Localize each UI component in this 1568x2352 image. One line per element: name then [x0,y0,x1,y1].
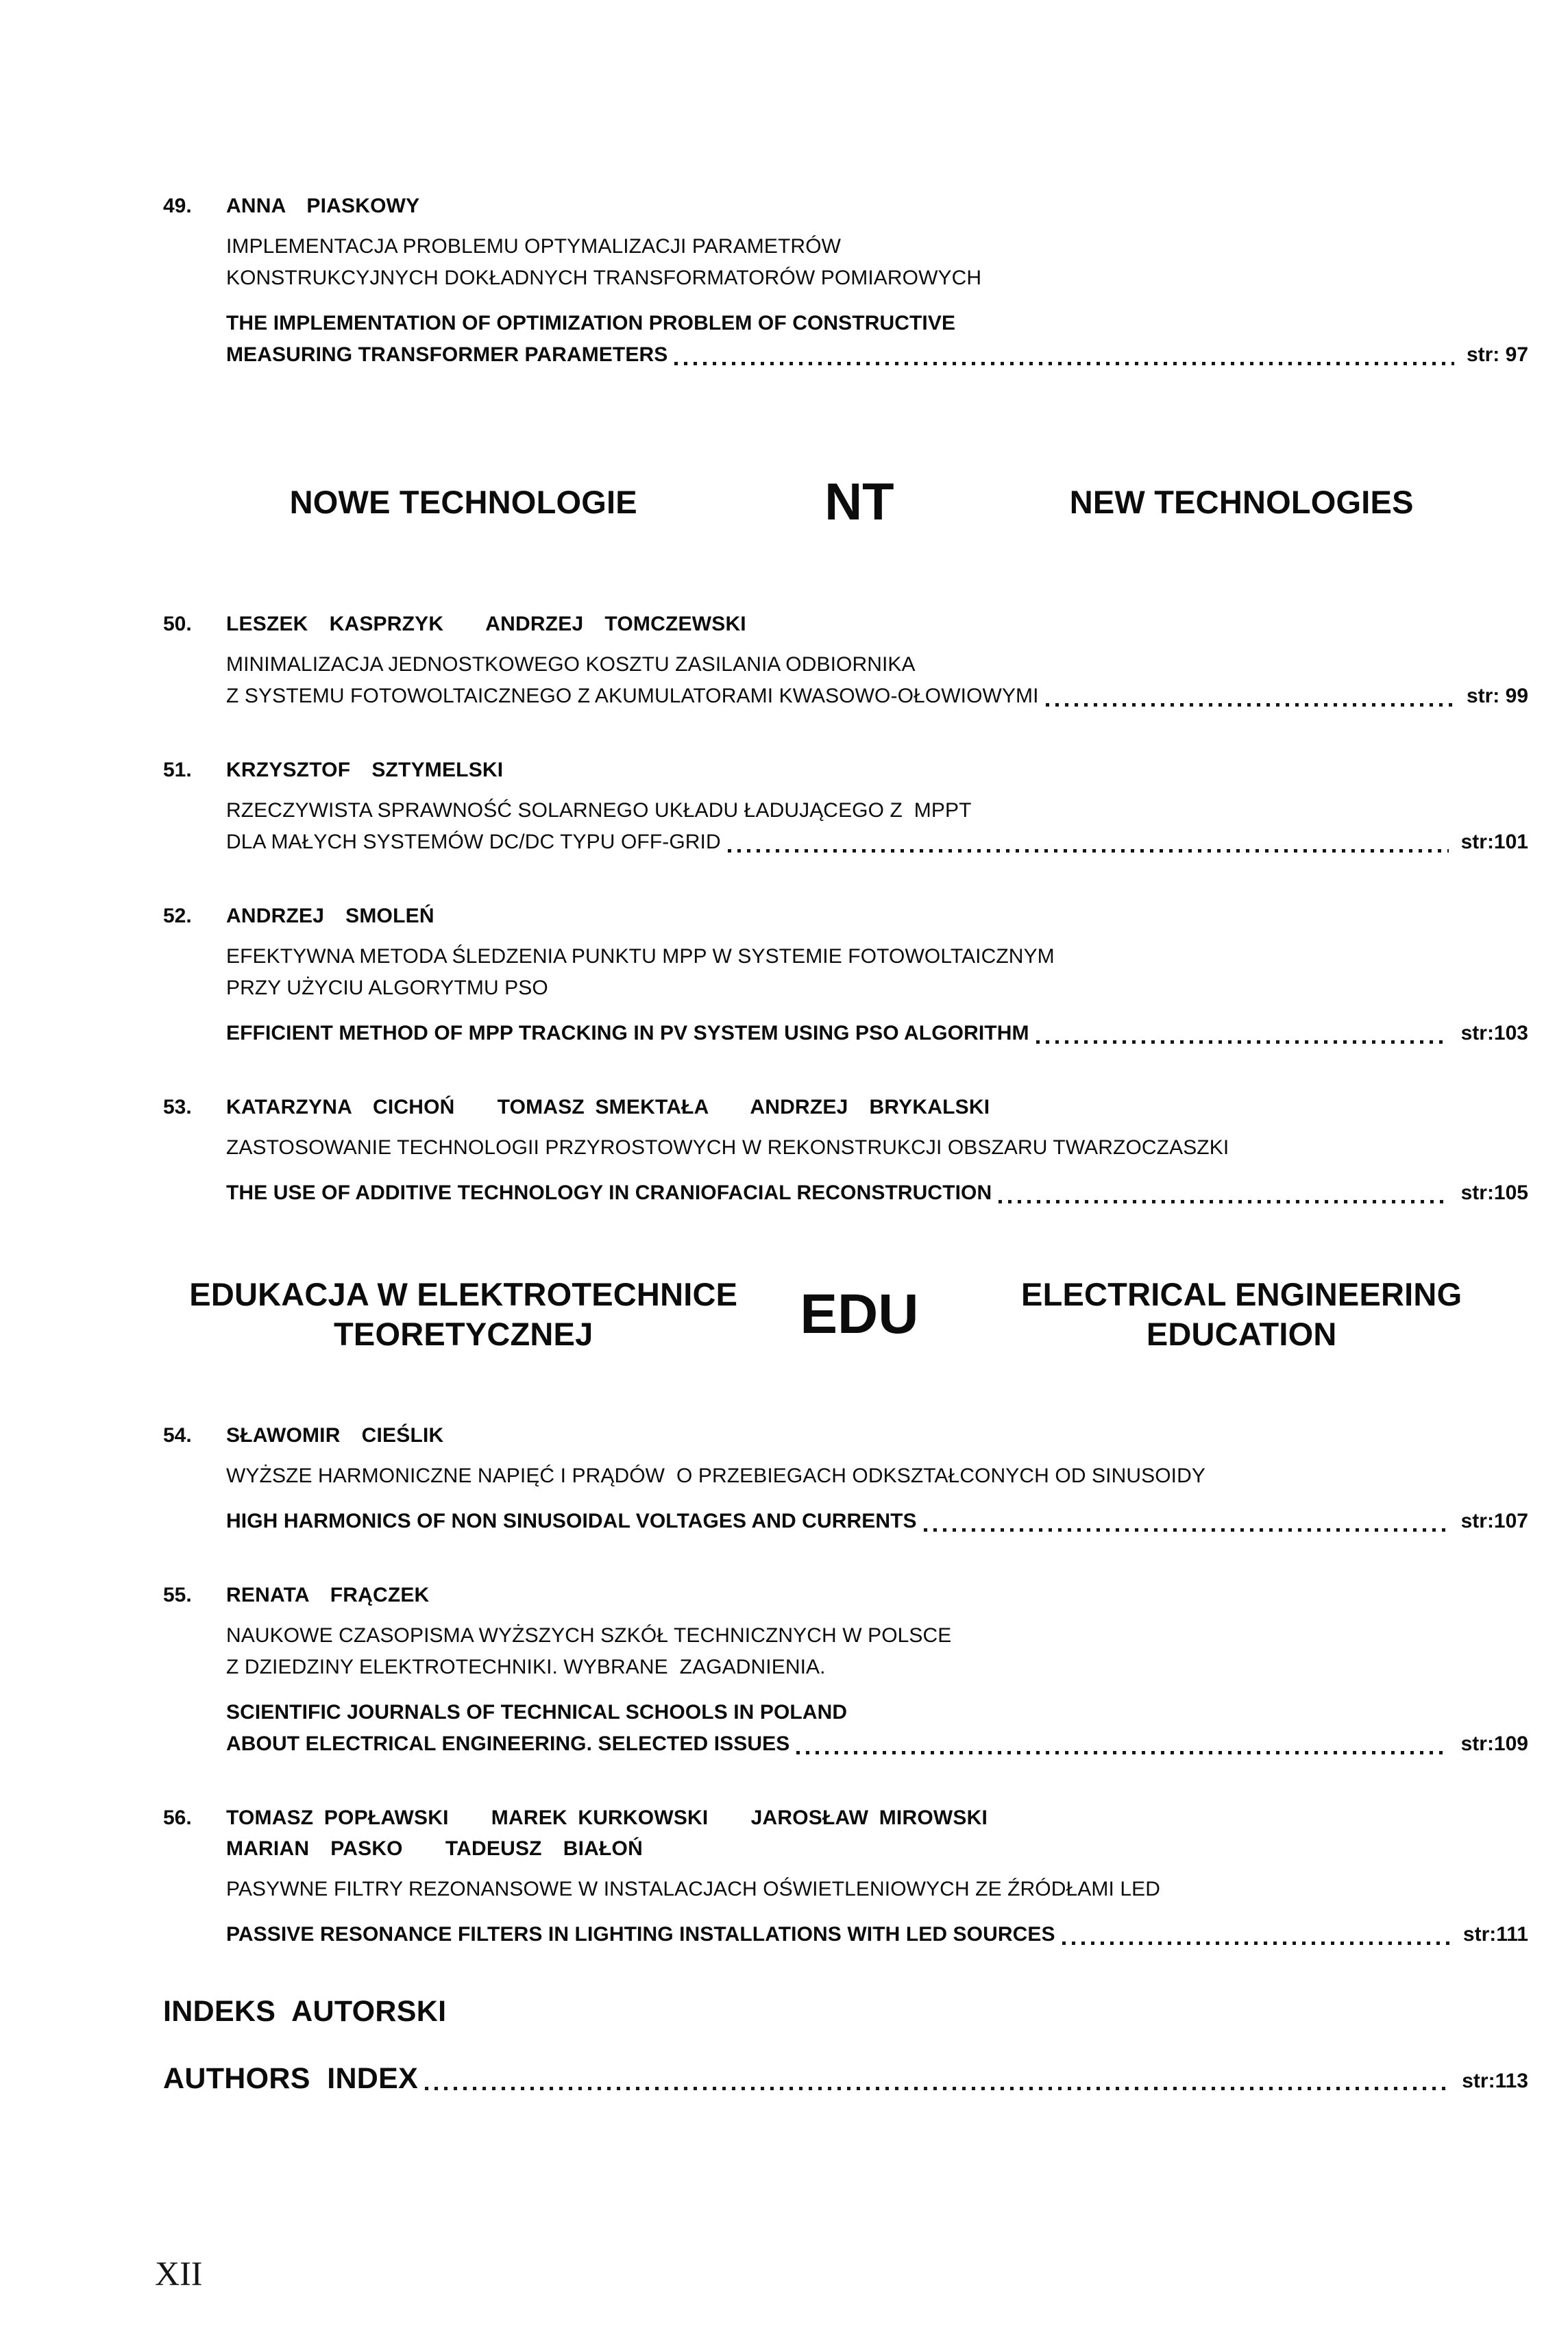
entry-number: 52. [163,905,192,927]
toc-entry-50 [163,609,1528,712]
section-title-en: EDUCATION [1146,1316,1337,1352]
section-header-edu [163,1275,1528,1354]
entry-authors [226,1802,1528,1864]
toc-entry-55 [163,1580,1528,1760]
section-badge-nt: NT [824,473,894,531]
entry-authors [226,1092,1528,1123]
title-pl-line: EFEKTYWNA METODA ŚLEDZENIA PUNKTU MPP W SYSTEMIE FOTOWOLTAICZNYM [226,945,1055,968]
page-number-roman: XII [155,2254,203,2292]
page-ref: str:109 [1460,1732,1528,1755]
entry-authors [226,191,1528,221]
title-en-line: PASSIVE RESONANCE FILTERS IN LIGHTING INSTALLATIONS WITH LED SOURCES [226,1923,1055,1946]
title-en-line: SCIENTIFIC JOURNALS OF TECHNICAL SCHOOLS IN POLAND [226,1701,848,1724]
page-ref: str:103 [1460,1022,1528,1044]
section-title-en: ELECTRICAL ENGINEERING [1021,1276,1462,1312]
authors-index-title-pl: INDEKS AUTORSKI [163,1995,447,2028]
author-line: KATARZYNA CICHOŃ TOMASZ SMEKTAŁA ANDRZEJ BRYKALSKI [226,1096,990,1118]
title-pl-line: DLA MAŁYCH SYSTEMÓW DC/DC TYPU OFF-GRID [226,831,721,853]
page-ref: str:107 [1460,1510,1528,1532]
page-ref: str:105 [1460,1181,1528,1204]
title-pl-line: RZECZYWISTA SPRAWNOŚĆ SOLARNEGO UKŁADU ŁADUJĄCEGO Z MPPT [226,799,972,822]
entry-authors [226,609,1528,639]
title-en-line: THE USE OF ADDITIVE TECHNOLOGY IN CRANIOFACIAL RECONSTRUCTION [226,1181,992,1204]
entry-number: 51. [163,759,192,781]
title-en-line: HIGH HARMONICS OF NON SINUSOIDAL VOLTAGES AND CURRENTS [226,1510,917,1532]
page-ref: str: 97 [1466,343,1528,366]
entry-number: 54. [163,1424,192,1447]
toc-entry-56 [163,1802,1528,1950]
entry-number: 55. [163,1584,192,1606]
section-badge-edu: EDU [800,1283,919,1345]
entry-authors [226,901,1528,931]
toc-entry-49 [163,191,1528,371]
section-title-en: NEW TECHNOLOGIES [1069,483,1414,520]
page-ref: str:101 [1460,831,1528,853]
dot-leader [674,362,1454,365]
title-pl-line: PASYWNE FILTRY REZONANSOWE W INSTALACJACH OŚWIETLENIOWYCH ZE ŹRÓDŁAMI LED [226,1878,1161,1900]
author-line: MARIAN PASKO TADEUSZ BIAŁOŃ [226,1837,643,1860]
entry-number: 53. [163,1096,192,1118]
page-ref: str: 99 [1466,685,1528,707]
page-ref: str:111 [1462,1923,1528,1946]
title-pl-line: MINIMALIZACJA JEDNOSTKOWEGO KOSZTU ZASILANIA ODBIORNIKA [226,653,916,676]
author-line: ANDRZEJ SMOLEŃ [226,905,434,927]
title-pl-line: Z DZIEDZINY ELEKTROTECHNIKI. WYBRANE ZAGADNIENIA. [226,1656,826,1678]
title-en-line: ABOUT ELECTRICAL ENGINEERING. SELECTED ISSUES [226,1732,790,1755]
title-pl-line: PRZY UŻYCIU ALGORYTMU PSO [226,977,548,999]
entry-number: 50. [163,613,192,635]
section-title-pl: EDUKACJA W ELEKTROTECHNICE [189,1276,738,1312]
dot-leader [924,1528,1449,1532]
dot-leader [999,1200,1448,1203]
title-en-line: MEASURING TRANSFORMER PARAMETERS [226,343,668,366]
toc-entry-53 [163,1092,1528,1209]
title-pl-line: KONSTRUKCYJNYCH DOKŁADNYCH TRANSFORMATORÓW POMIAROWYCH [226,267,982,289]
title-en-line: EFFICIENT METHOD OF MPP TRACKING IN PV SYSTEM USING PSO ALGORITHM [226,1022,1029,1044]
section-header-nt [163,472,1528,532]
author-line: ANNA PIASKOWY [226,195,420,217]
dot-leader [1062,1941,1451,1945]
author-line: KRZYSZTOF SZTYMELSKI [226,759,504,781]
toc-entry-54 [163,1420,1528,1537]
title-pl-line: IMPLEMENTACJA PROBLEMU OPTYMALIZACJI PARAMETRÓW [226,235,842,258]
authors-index-title-en: AUTHORS INDEX [163,2062,419,2095]
author-line: RENATA FRĄCZEK [226,1584,430,1606]
dot-leader [796,1751,1448,1754]
toc-entry-51 [163,755,1528,858]
dot-leader [425,2087,1449,2090]
section-title-pl: NOWE TECHNOLOGIE [289,483,637,520]
title-pl-line: Z SYSTEMU FOTOWOLTAICZNEGO Z AKUMULATORAMI KWASOWO-OŁOWIOWYMI [226,685,1039,707]
title-pl-line: NAUKOWE CZASOPISMA WYŻSZYCH SZKÓŁ TECHNICZNYCH W POLSCE [226,1624,952,1647]
author-line: TOMASZ POPŁAWSKI MAREK KURKOWSKI JAROSŁAW MIROWSKI [226,1806,988,1829]
entry-authors [226,1580,1528,1610]
dot-leader [728,849,1449,853]
authors-index [163,1993,1528,2097]
dot-leader [1046,703,1454,707]
author-line: SŁAWOMIR CIEŚLIK [226,1424,444,1447]
entry-number: 56. [163,1806,192,1829]
title-en-line: THE IMPLEMENTATION OF OPTIMIZATION PROBLEM OF CONSTRUCTIVE [226,312,956,334]
page-ref: str:113 [1462,2070,1528,2092]
dot-leader [1036,1040,1449,1044]
author-line: LESZEK KASPRZYK ANDRZEJ TOMCZEWSKI [226,613,746,635]
entry-authors [226,1420,1528,1451]
toc-entry-52 [163,901,1528,1049]
title-pl-line: WYŻSZE HARMONICZNE NAPIĘĆ I PRĄDÓW O PRZEBIEGACH ODKSZTAŁCONYCH OD SINUSOIDY [226,1465,1205,1487]
entry-authors [226,755,1528,785]
entry-number: 49. [163,195,192,217]
section-title-pl: TEORETYCZNEJ [334,1316,593,1352]
title-pl-line: ZASTOSOWANIE TECHNOLOGII PRZYROSTOWYCH W REKONSTRUKCJI OBSZARU TWARZOCZASZKI [226,1136,1229,1159]
